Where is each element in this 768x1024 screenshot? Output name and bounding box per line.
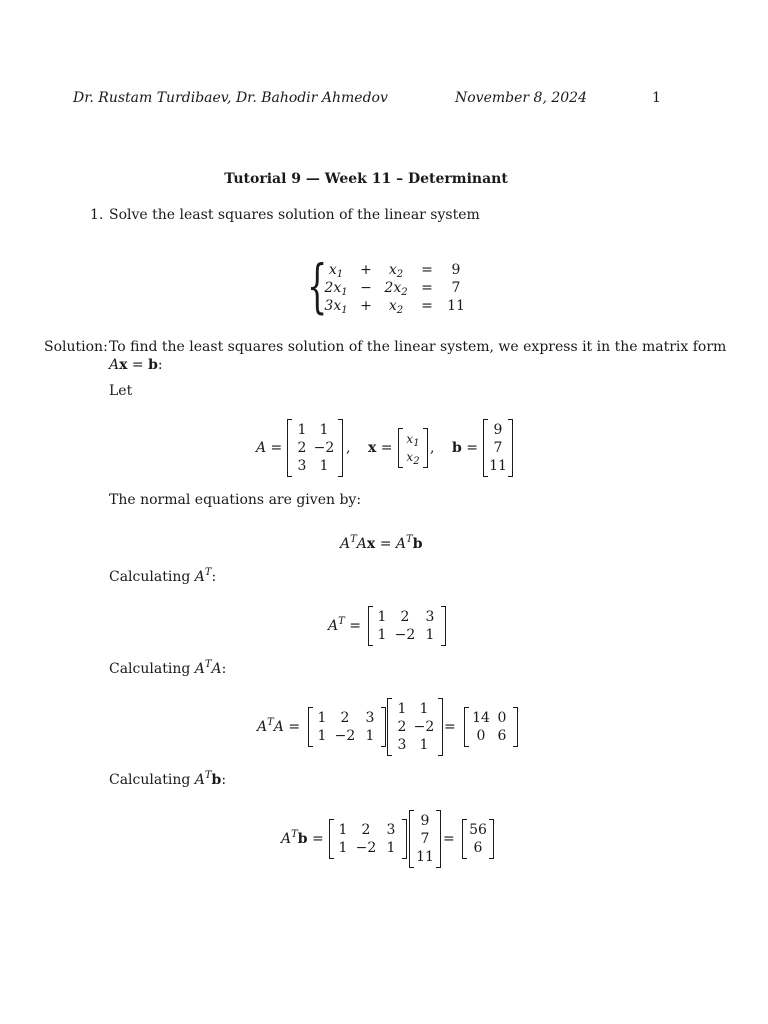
problem-number: 1. (90, 207, 104, 223)
sys-term: $3x_1$ (324, 298, 348, 316)
vector-b-factor: 9 7 11 (409, 810, 441, 868)
matrix-AT-factor: 1 2 3 1 −2 1 (308, 707, 386, 747)
let-text: Let (109, 383, 133, 399)
problem-statement: Solve the least squares solution of the linear system (109, 207, 480, 223)
header-date: November 8, 2024 (455, 90, 587, 106)
matrix-A-factor: 1 1 2 −2 3 1 (387, 698, 443, 756)
sys-term: $x_1$ (328, 262, 344, 280)
linear-system: $x_1$ + $x_2$ = 9 $2x_1$ − $2x_2$ = 7 $3x_1$ + $x_2$ = 11 (319, 261, 471, 315)
matrix-A: 1 1 2 −2 3 1 (287, 419, 343, 477)
matrix-AT-factor-2: 1 2 3 1 −2 1 (329, 819, 407, 859)
matrix-A-label: A = (256, 440, 283, 456)
calc-ATb-text: Calculating $A^Tb$: (109, 770, 227, 788)
matrix-ATA-result: 14 0 0 6 (464, 707, 518, 747)
ATb-label: $A^Tb$ = (281, 829, 324, 847)
vector-b: 9 7 11 (483, 419, 513, 477)
AT-label: $A^T$ = (328, 616, 361, 634)
calc-ATA-text: Calculating $A^TA$: (109, 659, 227, 677)
page-title: Tutorial 9 — Week 11 – Determinant (224, 171, 508, 187)
solution-intro-tail: Ax = b: (109, 357, 163, 373)
ATA-label: $A^TA$ = (257, 717, 301, 735)
solution-intro: To find the least squares solution of the linear system, we express it in the matrix form (109, 339, 727, 355)
vector-ATb-result: 56 6 (462, 819, 494, 859)
vector-x: $x_1$ $x_2$ (398, 428, 428, 468)
vector-x-label: x = (368, 440, 393, 456)
normal-equation: $A^TAx = A^Tb$ (340, 534, 423, 552)
matrix-AT: 1 2 3 1 −2 1 (368, 606, 446, 646)
normal-eq-text: The normal equations are given by: (109, 492, 362, 508)
vector-b-label: b = (452, 440, 478, 456)
calc-AT-text: Calculating $A^T$: (109, 567, 217, 585)
solution-label: Solution: (44, 339, 108, 355)
sys-term: $2x_1$ (324, 280, 348, 298)
left-brace: { (307, 252, 328, 320)
page-number: 1 (652, 90, 661, 106)
header-authors: Dr. Rustam Turdibaev, Dr. Bahodir Ahmedov (73, 90, 388, 106)
